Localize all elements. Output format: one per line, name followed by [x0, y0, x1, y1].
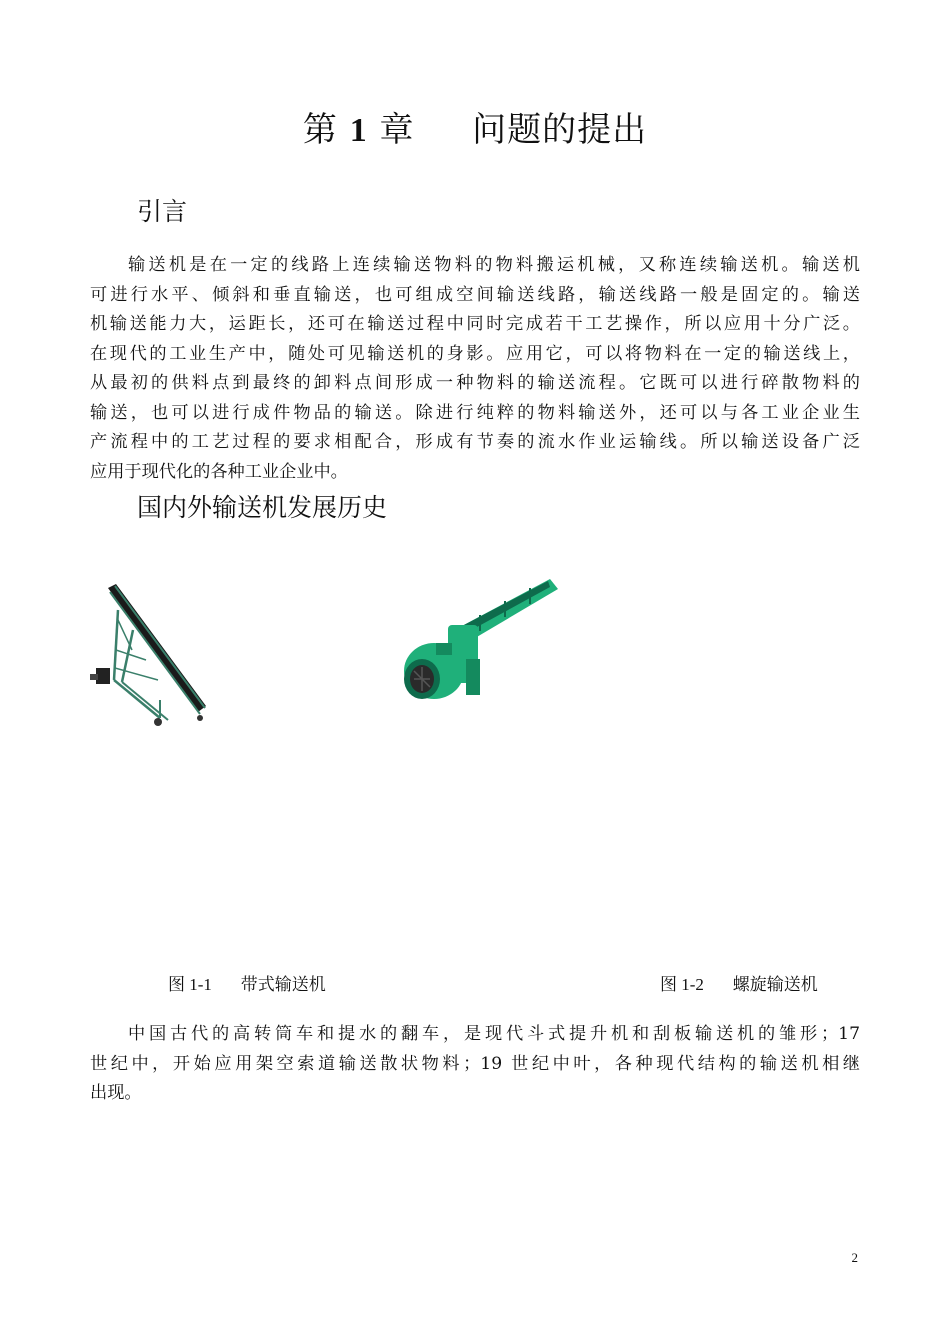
- chapter-suffix: 章: [379, 110, 415, 150]
- figure-caption-2: [660, 970, 818, 995]
- paragraph-line: 世纪中，开始应用架空索道输送散状物料；19 世纪中叶，各种现代结构的输送机相继: [90, 1053, 860, 1074]
- figure-caption-text: 螺旋输送机: [732, 975, 818, 995]
- figure-label: 图 1-1: [168, 975, 212, 994]
- chapter-number: 1: [349, 112, 368, 149]
- paragraph-history: [90, 1020, 860, 1109]
- paragraph-intro: [90, 251, 860, 487]
- paragraph-line: 应用于现代化的各种工业企业中。: [90, 461, 348, 482]
- chapter-label: 第: [302, 110, 338, 150]
- belt-conveyor-image: [88, 580, 210, 730]
- paragraph-line: 可进行水平、倾斜和垂直输送，也可组成空间输送线路，输送线路一般是固定的。输送: [90, 284, 860, 305]
- paragraph-line: 在现代的工业生产中，随处可见输送机的身影。应用它，可以将物料在一定的输送线上，: [90, 343, 860, 364]
- paragraph-line: 从最初的供料点到最终的卸料点间形成一种物料的输送流程。它既可以进行碎散物料的: [90, 373, 860, 393]
- paragraph-line: 产流程中的工艺过程的要求相配合，形成有节奏的流水作业运输线。所以输送设备广泛: [90, 432, 860, 452]
- figure-caption-text: 带式输送机: [240, 975, 326, 995]
- chapter-name: 问题的提出: [472, 110, 648, 150]
- paragraph-line: 输送机是在一定的线路上连续输送物料的物料搬运机械，又称连续输送机。输送机: [128, 255, 860, 275]
- screw-conveyor-drawing: [404, 579, 558, 699]
- section-heading-history: 国内外输送机发展历史: [137, 493, 388, 522]
- screw-conveyor-image: [400, 575, 558, 707]
- belt-conveyor-drawing: [90, 584, 206, 726]
- paragraph-line: 输送，也可以进行成件物品的输送。除进行纯粹的物料输送外，还可以与各工业企业生: [90, 402, 860, 423]
- chapter-title: [0, 102, 950, 151]
- page-number: 2: [851, 1250, 858, 1265]
- figure-caption-1: [168, 970, 326, 995]
- figure-label: 图 1-2: [660, 975, 704, 994]
- paragraph-line: 出现。: [90, 1083, 142, 1103]
- paragraph-line: 中国古代的高转筒车和提水的翻车，是现代斗式提升机和刮板输送机的雏形；17: [128, 1024, 860, 1044]
- paragraph-line: 机输送能力大，运距长，还可在输送过程中同时完成若干工艺操作，所以应用十分广泛。: [90, 314, 860, 334]
- section-heading-intro: 引言: [137, 197, 188, 226]
